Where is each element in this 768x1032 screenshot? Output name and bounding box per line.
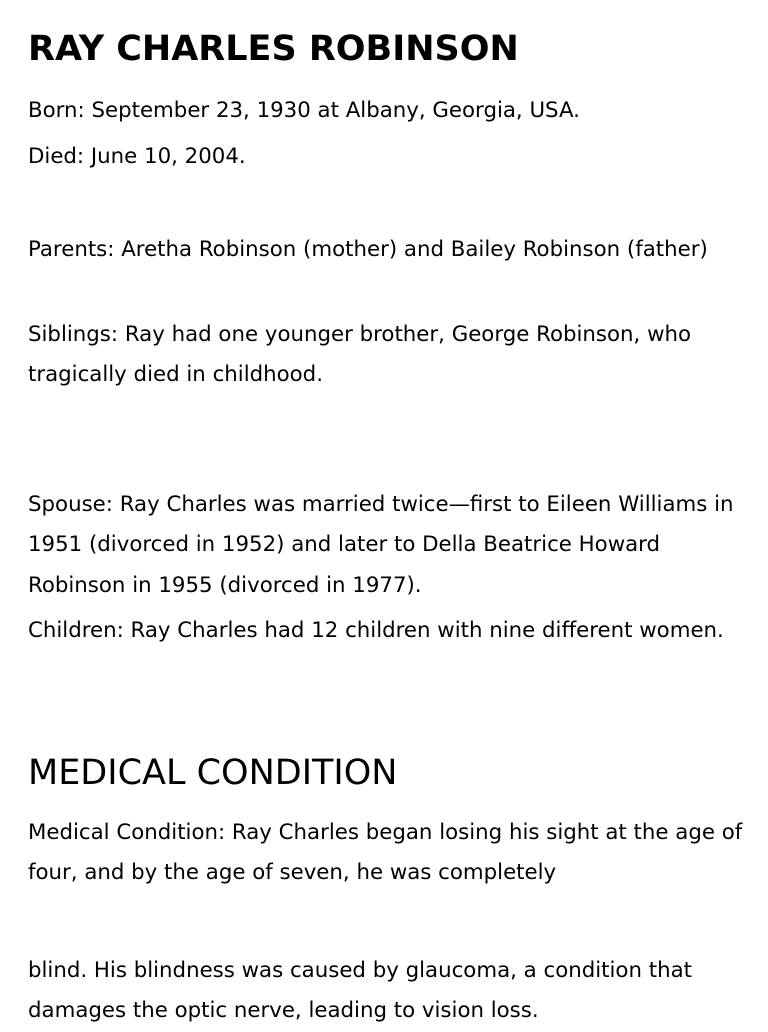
medical-condition-text-part2: blind. His blindness was caused by glaucoma, a condition that damages the optic nerve, leading to vision loss. [28,958,692,1024]
born-text: Born: September 23, 1930 at Albany, Georgia, USA. [28,98,580,123]
medical-condition-text-part1: Medical Condition: Ray Charles began losing his sight at the age of four, and by the age of seven, he was completely [28,820,743,886]
died-text: Died: June 10, 2004. [28,144,246,169]
page-title: RAY CHARLES ROBINSON [28,29,519,69]
spouse-text: Spouse: Ray Charles was married twice—first to Eileen Williams in 1951 (divorced in 1952) and later to Della Beatrice Howard Robinson in 1955 (divorced in 1977). [28,492,734,598]
siblings-text: Siblings: Ray had one younger brother, George Robinson, who tragically died in childhood. [28,322,692,388]
children-text: Children: Ray Charles had 12 children with nine different women. [28,618,724,643]
parents-text: Parents: Aretha Robinson (mother) and Bailey Robinson (father) [28,237,708,262]
section-heading-medical: MEDICAL CONDITION [28,753,398,793]
